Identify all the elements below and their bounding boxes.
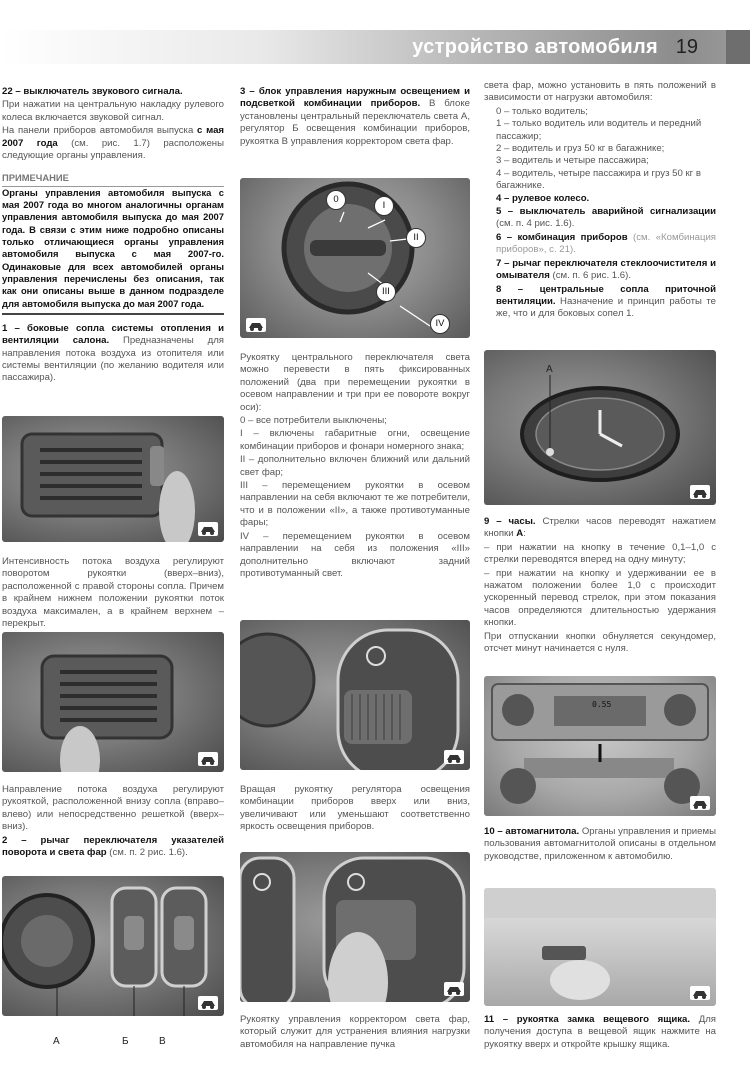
- lighting-block-illustration: [2, 876, 224, 1016]
- car-icon: [444, 750, 464, 764]
- page-number: 19: [675, 36, 698, 58]
- position-label-0: 0: [326, 190, 346, 210]
- car-icon: [690, 796, 710, 810]
- pos-3: III – перемещением рукоятки в осевом направлении на себя включают те же потребители, что и в положении «II», а также противотуманные фары;: [240, 480, 470, 529]
- car-icon: [690, 986, 710, 1000]
- photo-clock: [484, 350, 716, 505]
- side-vent-illustration: [2, 416, 224, 542]
- load-item-1: 1 – только водитель или водитель и передний пассажир;: [496, 118, 702, 142]
- photo-side-vent-1: [2, 416, 224, 542]
- photo-glovebox: [484, 888, 716, 1006]
- radio-display: 0.55: [592, 700, 612, 709]
- photo-dimmer: [240, 620, 470, 770]
- photo-radio: [484, 676, 716, 816]
- pos-2: II – дополнительно включен ближний или дальний свет фар;: [240, 454, 470, 478]
- positions-text: Рукоятку центрального переключателя света можно перевести в пять фиксированных положений (два при перемещении рукоятки в осевом направлении и три при ее повороте вокруг оси): 0 – все потребители выключены; I – включены габаритные огни, освещение комбинации приборов и фонари номерного знака; II – дополнительно включен ближний или дальний свет фар; III – перемещением рукоятки в осевом направлении на себя включают те же потребители, что и в положении «II», а также противотуманные фары; IV – перемещением рукоятки в осевом направлении на себя из положения «III» дополнительно включают задний противотуманный свет.: [240, 352, 470, 579]
- pos-0: 0 – все потребители выключены;: [240, 415, 387, 427]
- label-a: А: [53, 1036, 60, 1047]
- item22: 22 – выключатель звукового сигнала.: [2, 86, 183, 97]
- pos-1: I – включены габаритные огни, освещение комбинации приборов и фонари номерного знака;: [240, 428, 470, 452]
- section-title: устройство автомобиля: [412, 36, 658, 58]
- load-item-0: 0 – только водитель;: [496, 105, 588, 117]
- item1: 1 – боковые сопла системы отопления и вентиляции салона. Предназначены для направления потока воздуха из отопителя или системы вентиляции (по желанию водителя или пассажира).: [2, 322, 224, 384]
- load-item-4: 4 – водитель, четыре пассажира и груз 50 кг в багажнике.: [496, 167, 701, 192]
- dimmer-illustration: [240, 620, 470, 770]
- item6: 6 – комбинация приборов (см. «Комбинация приборов», с. 21).: [496, 231, 716, 256]
- load-item-2: 2 – водитель и груз 50 кг в багажнике;: [496, 143, 665, 155]
- car-icon: [444, 982, 464, 996]
- car-icon: [198, 522, 218, 536]
- item8: 8 – центральные сопла приточной вентиляции. Назначение и принцип работы те же, что и для боковых сопел 1.: [496, 283, 716, 320]
- item5: 5 – выключатель аварийной сигнализации (см. п. 4 рис. 1.6).: [496, 206, 716, 230]
- item2: 2 – рычаг переключателя указателей поворота и света фар (см. п. 2 рис. 1.6).: [2, 834, 224, 859]
- item4: 4 – рулевое колесо.: [496, 192, 590, 204]
- car-icon: [246, 318, 266, 332]
- photo-headlamp-corrector: [240, 852, 470, 1002]
- item9-text: 9 – часы. Стрелки часов переводят нажатием кнопки А: – при нажатии на кнопку в течение 0,1–1,0 с стрелки переводятся вперед на одну минуту; – при нажатии на кнопку и удерживании ее в нажатом положении более 1,0 с происходит ускоренный перевод стрелок, при этом показания часов определяются длительностью удержания кнопки. При отпускании кнопки обнуляется секундомер, отсчет минут начинается с нуля.: [484, 516, 716, 655]
- clock-illustration: [484, 350, 716, 505]
- position-label-ii: II: [406, 228, 426, 248]
- glovebox-illustration: [484, 888, 716, 1006]
- item3: 3 – блок управления наружным освещением и подсветкой комбинации приборов. В блоке установлены центральный переключатель света А, регулятор Б освещения комбинации приборов, рукоятка В управления корректором света фар.: [240, 86, 470, 147]
- car-icon: [690, 485, 710, 499]
- item7: 7 – рычаг переключателя стеклоочистителя и омывателя (см. п. 6 рис. 1.6).: [496, 257, 716, 282]
- caption-corrector: Рукоятку управления корректором света фар, который служит для устранения влияния нагрузки автомобиля на направление пучка: [240, 1014, 470, 1050]
- column-middle: [240, 86, 470, 149]
- item22-text: При нажатии на центральную накладку рулевого колеса включается звуковой сигнал.: [2, 99, 224, 123]
- page-tab: [726, 30, 750, 64]
- note-text: Органы управления автомобиля выпуска с мая 2007 года во многом аналогичны органам управления автомобиля выпуска до мая 2007 года. В связи с этим ниже подробно описаны только отличающиеся органы управления автомобиля выпуска с мая 2007-го. Одинаковые для всех автомобилей органы управления перечислены без описания, так как они описаны выше в данном подразделе для автомобиля выпуска до мая 2007 года.: [2, 186, 224, 309]
- position-label-i: I: [374, 196, 394, 216]
- pos-4: IV – перемещением рукоятки в осевом направлении на себя из положения «III» дополнительно включают задний противотуманный свет.: [240, 530, 470, 579]
- side-vent-illustration-2: [2, 632, 224, 772]
- label-v: В: [159, 1036, 166, 1047]
- caption-dimmer: Вращая рукоятку регулятора освещения комбинации приборов вверх или вниз, увеличивают или уменьшают соответственно яркость освещения приборов.: [240, 784, 470, 833]
- corrector-illustration: [240, 852, 470, 1002]
- position-label-iii: III: [376, 282, 396, 302]
- column-right: света фар, можно установить в пять положений в зависимости от нагрузки автомобиля: 0 – только водитель; 1 – только водитель или водитель и передний пассажир; 2 – водитель и груз 50 кг в багажнике; 3 – водитель и четыре пассажира; 4 – водитель, четыре пассажира и груз 50 кг в багажнике. 4 – рулевое колесо. 5 – выключатель аварийной сигнализации (см. п. 4 рис. 1.6). 6 – комбинация приборов (см. «Комбинация приборов», с. 21). 7 – рычаг переключателя стеклоочистителя и омывателя (см. п. 6 рис. 1.6). 8 – центральные сопла приточной вентиляции. Назначение и принцип работы те же, что и для боковых сопел 1.: [484, 80, 716, 320]
- caption-vent-2: Направление потока воздуха регулируют рукояткой, расположенной внизу сопла (вправо–влево) или непосредственно решеткой (вверх–вниз). 2 – рычаг переключателя указателей поворота и света фар (см. п. 2 рис. 1.6).: [2, 784, 224, 859]
- clock-button-label: А: [546, 364, 553, 375]
- load-item-3: 3 – водитель и четыре пассажира;: [496, 155, 649, 167]
- panel-text: На панели приборов автомобиля выпуска с мая 2007 года (см. рис. 1.7) расположены следующие органы управления.: [2, 125, 224, 162]
- note-heading: ПРИМЕЧАНИЕ: [2, 168, 224, 186]
- photo-lighting-block: [2, 876, 224, 1016]
- caption-vent-1: Интенсивность потока воздуха регулируют поворотом рукоятки (вверх–вниз), расположенной с правой стороны сопла. Причем в крайнем нижнем положении рукоятки поток воздуха максимален, а в крайнем верхнем – перекрыт.: [2, 556, 224, 630]
- item11-text: 11 – рукоятка замка вещевого ящика. Для получения доступа в вещевой ящик нажмите на рукоятку вверх и откройте крышку ящика.: [484, 1014, 716, 1050]
- item10-text: 10 – автомагнитола. Органы управления и приемы пользования автомагнитолой описаны в отдельном руководстве, приложенном к автомобилю.: [484, 826, 716, 862]
- column-left: [2, 86, 224, 386]
- radio-illustration: [484, 676, 716, 816]
- position-label-iv: IV: [430, 314, 450, 334]
- note-divider: [2, 313, 224, 315]
- photo-light-switch: [240, 178, 470, 338]
- car-icon: [198, 996, 218, 1010]
- car-icon: [198, 752, 218, 766]
- label-b: Б: [122, 1036, 129, 1047]
- photo-side-vent-2: [2, 632, 224, 772]
